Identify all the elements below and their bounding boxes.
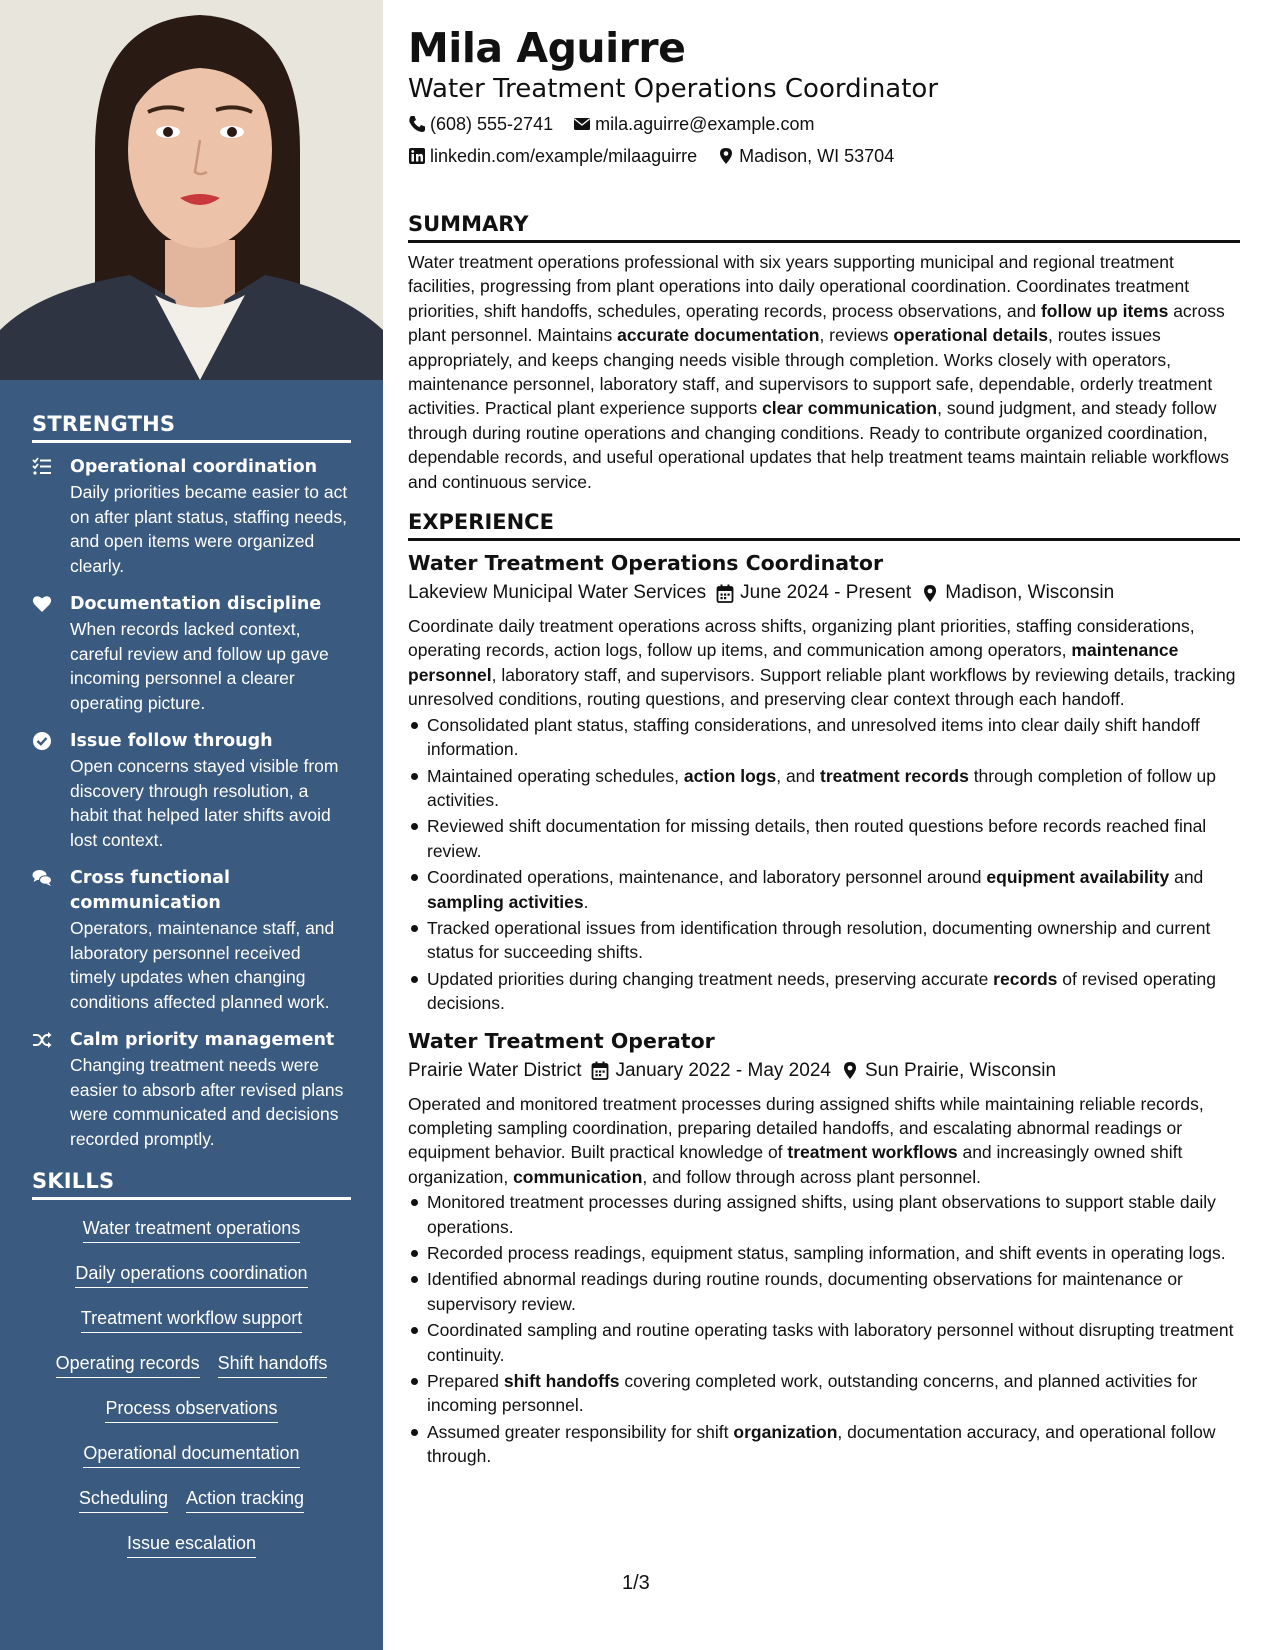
job-bullets bbox=[408, 713, 1240, 1016]
emphasis-text: accurate documentation bbox=[617, 325, 820, 346]
text-run: Monitored treatment processes during assigned shifts, using plant observations to support stable daily operations. bbox=[427, 1192, 1216, 1237]
text-run: , sound judgment, and steady follow through during routine operations and changing conditions. Ready to contribute organized coordination, dependable records, and useful operational updates that help treatment teams maintain reliable workflows and continuous service. bbox=[408, 398, 1230, 492]
job-location-text: Madison, Wisconsin bbox=[945, 582, 1115, 604]
job-company: Lakeview Municipal Water Services bbox=[408, 582, 707, 604]
skill-tag: Treatment workflow support bbox=[81, 1306, 302, 1333]
job-location bbox=[921, 578, 1114, 608]
main-content bbox=[408, 22, 1240, 1471]
skill-tag: Action tracking bbox=[186, 1486, 304, 1513]
map-marker-icon bbox=[841, 1061, 859, 1080]
strength-desc: When records lacked context, careful review and follow up gave incoming personnel a clearer operating picture. bbox=[70, 619, 329, 713]
heart-icon bbox=[32, 592, 70, 715]
text-run: and bbox=[1169, 867, 1204, 888]
envelope-icon bbox=[573, 115, 591, 133]
job-bullets bbox=[408, 1190, 1240, 1468]
text-run: , routes issues appropriately, and keeps changing needs visible through completion. Works closely with operators, maintenance personnel, laboratory staff, and supervisors to support safe, dependable, orderly treatment activities. Practical plant experience supports bbox=[408, 325, 1213, 419]
job-intro bbox=[408, 1092, 1240, 1190]
skill-tag: Shift handoffs bbox=[218, 1351, 328, 1378]
experience-heading: EXPERIENCE bbox=[408, 508, 1240, 541]
comments-icon bbox=[32, 866, 70, 1014]
job-meta bbox=[408, 578, 1240, 608]
strength-item bbox=[32, 729, 351, 852]
job-dates-text: January 2022 - May 2024 bbox=[615, 1059, 831, 1081]
emphasis-text: treatment records bbox=[820, 765, 969, 786]
job-entry bbox=[408, 548, 1240, 1016]
text-run: Consolidated plant status, staffing considerations, and unresolved items into clear daily shift handoff information. bbox=[427, 714, 1200, 760]
text-run: Coordinate daily treatment operations across shifts, organizing plant priorities, staffing considerations, operating records, action logs, follow up items, and communication among operators, bbox=[408, 616, 1195, 661]
strength-desc: Changing treatment needs were easier to absorb after revised plans were communicated and decisions recorded promptly. bbox=[70, 1055, 344, 1149]
person-role: Water Treatment Operations Coordinator bbox=[408, 74, 939, 104]
skill-tag: Daily operations coordination bbox=[75, 1261, 307, 1288]
strengths-heading: STRENGTHS bbox=[32, 412, 351, 443]
skill-row bbox=[32, 1396, 351, 1423]
strength-title: Calm priority management bbox=[70, 1030, 335, 1050]
calendar-icon bbox=[716, 584, 734, 603]
check-circle-icon bbox=[32, 729, 70, 852]
bullet-item bbox=[408, 1318, 1240, 1367]
emphasis-text: records bbox=[993, 968, 1058, 989]
text-run: Maintained operating schedules, bbox=[427, 765, 684, 786]
job-entry bbox=[408, 1026, 1240, 1469]
text-run: across plant personnel. Maintains bbox=[408, 300, 1225, 346]
text-run: Water treatment operations professional with six years supporting municipal and regional treatment facilities, progressing from plant operations into daily operational coordination. Coordinates treatment priorities, shift handoffs, schedules, operating records, process observations, and bbox=[408, 252, 1190, 321]
strength-desc: Operators, maintenance staff, and laboratory personnel received timely updates when changing conditions affected planned work. bbox=[70, 918, 335, 1012]
strength-item bbox=[32, 866, 351, 1014]
job-location-text: Sun Prairie, Wisconsin bbox=[864, 1059, 1057, 1081]
skill-row bbox=[32, 1261, 351, 1288]
page-number: 1/3 bbox=[622, 1572, 650, 1594]
skill-row bbox=[32, 1351, 351, 1378]
skill-tag: Issue escalation bbox=[127, 1531, 256, 1558]
job-dates-text: June 2024 - Present bbox=[740, 582, 912, 604]
emphasis-text: operational details bbox=[893, 325, 1048, 346]
skill-tag: Water treatment operations bbox=[83, 1216, 300, 1243]
shuffle-icon bbox=[32, 1028, 70, 1151]
text-run: of revised operating decisions. bbox=[427, 968, 1216, 1014]
skill-row bbox=[32, 1531, 351, 1558]
emphasis-text: shift handoffs bbox=[503, 1371, 620, 1392]
text-run: Recorded process readings, equipment status, sampling information, and shift events in operating logs. bbox=[427, 1243, 1226, 1263]
sidebar bbox=[0, 0, 383, 1650]
linkedin-text: linkedin.com/example/milaaguirre bbox=[430, 146, 698, 166]
emphasis-text: action logs bbox=[683, 765, 777, 786]
phone-icon bbox=[408, 115, 426, 133]
text-run: Tracked operational issues from identification through resolution, documenting ownership and current status for succeeding shifts. bbox=[427, 917, 1211, 963]
calendar-icon bbox=[591, 1061, 609, 1080]
job-intro bbox=[408, 614, 1240, 712]
skill-tag: Process observations bbox=[105, 1396, 277, 1423]
emphasis-text: clear communication bbox=[762, 398, 938, 419]
location-contact bbox=[717, 140, 894, 172]
text-run: Updated priorities during changing treatment needs, preserving accurate bbox=[427, 968, 994, 989]
text-run: Operated and monitored treatment processes during assigned shifts while maintaining reliable records, completing sampling coordination, preparing detailed handoffs, and escalating abnormal readings or equipment behavior. Built practical knowledge of bbox=[408, 1093, 1204, 1163]
bullet-item bbox=[408, 1369, 1240, 1418]
text-run: , reviews bbox=[819, 325, 894, 346]
text-run: , laboratory staff, and supervisors. Support reliable plant workflows by reviewing details, tracking unresolved conditions, routing questions, and preserving clear context through each handoff. bbox=[408, 664, 1236, 710]
skill-row bbox=[32, 1441, 351, 1468]
strength-item bbox=[32, 592, 351, 715]
bullet-item bbox=[408, 1267, 1240, 1316]
skills-list bbox=[32, 1212, 351, 1558]
bullet-item bbox=[408, 814, 1240, 863]
emphasis-text: maintenance personnel bbox=[408, 640, 1179, 685]
bullet-item bbox=[408, 713, 1240, 762]
skill-row bbox=[32, 1486, 351, 1513]
text-run: , and bbox=[776, 765, 821, 786]
job-title: Water Treatment Operator bbox=[408, 1028, 715, 1053]
text-run: Assumed greater responsibility for shift bbox=[427, 1421, 734, 1442]
emphasis-text: follow up items bbox=[1040, 300, 1169, 321]
email-text: mila.aguirre@example.com bbox=[595, 114, 815, 134]
bullet-item bbox=[408, 1241, 1240, 1265]
map-marker-icon bbox=[717, 147, 735, 165]
skills-heading: SKILLS bbox=[32, 1169, 351, 1200]
emphasis-text: communication bbox=[513, 1166, 643, 1187]
emphasis-text: sampling activities bbox=[427, 891, 584, 912]
text-run: Prepared bbox=[427, 1371, 504, 1392]
job-location bbox=[841, 1056, 1056, 1086]
list-check-icon bbox=[32, 455, 70, 578]
contact-row bbox=[408, 140, 1240, 172]
contact-row bbox=[408, 108, 1240, 140]
linkedin-contact[interactable] bbox=[408, 140, 697, 172]
strength-item bbox=[32, 455, 351, 578]
email-contact[interactable] bbox=[573, 108, 814, 140]
map-marker-icon bbox=[921, 584, 939, 603]
bullet-item bbox=[408, 865, 1240, 914]
job-title: Water Treatment Operations Coordinator bbox=[408, 551, 884, 576]
text-run: . bbox=[583, 891, 589, 912]
person-name: Mila Aguirre bbox=[408, 24, 686, 72]
text-run: through completion of follow up activities. bbox=[427, 765, 1216, 810]
skill-tag: Operating records bbox=[56, 1351, 200, 1378]
text-run: Reviewed shift documentation for missing details, then routed questions before records reached final review. bbox=[427, 816, 1207, 861]
job-company: Prairie Water District bbox=[408, 1059, 582, 1081]
text-run: Coordinated operations, maintenance, and laboratory personnel around bbox=[427, 867, 987, 888]
skill-tag: Scheduling bbox=[79, 1486, 168, 1513]
text-run: Identified abnormal readings during routine rounds, documenting observations for maintenance or supervisory review. bbox=[427, 1269, 1183, 1314]
strength-title: Issue follow through bbox=[70, 731, 273, 751]
job-meta bbox=[408, 1056, 1240, 1086]
phone-text: (608) 555-2741 bbox=[430, 114, 554, 134]
bullet-item bbox=[408, 1190, 1240, 1239]
bullet-item bbox=[408, 1420, 1240, 1469]
text-run: , and follow through across plant personnel. bbox=[642, 1166, 981, 1187]
strength-desc: Open concerns stayed visible from discovery through resolution, a habit that helped later shifts avoid lost context. bbox=[70, 756, 339, 850]
bullet-item bbox=[408, 916, 1240, 965]
emphasis-text: treatment workflows bbox=[787, 1142, 958, 1163]
job-dates bbox=[716, 578, 911, 608]
strength-item bbox=[32, 1028, 351, 1151]
strength-title: Documentation discipline bbox=[70, 594, 322, 614]
strength-title: Cross functional communication bbox=[70, 868, 230, 913]
emphasis-text: equipment availability bbox=[986, 867, 1170, 888]
strength-title: Operational coordination bbox=[70, 457, 318, 477]
skill-tag: Operational documentation bbox=[83, 1441, 299, 1468]
text-run: Coordinated sampling and routine operating tasks with laboratory personnel without disrupting treatment continuity. bbox=[427, 1320, 1234, 1365]
skill-row bbox=[32, 1216, 351, 1243]
text-run: , documentation accuracy, and operational follow through. bbox=[427, 1421, 1216, 1467]
skill-row bbox=[32, 1306, 351, 1333]
job-dates bbox=[591, 1056, 830, 1086]
summary-heading: SUMMARY bbox=[408, 210, 1240, 243]
bullet-item bbox=[408, 764, 1240, 813]
profile-photo bbox=[0, 0, 383, 380]
location-text: Madison, WI 53704 bbox=[739, 146, 895, 166]
strength-desc: Daily priorities became easier to act on after plant status, staffing needs, and open items were organized clearly. bbox=[70, 482, 348, 576]
linkedin-icon bbox=[408, 147, 426, 165]
text-run: covering completed work, outstanding concerns, and planned activities for incoming personnel. bbox=[427, 1371, 1198, 1416]
phone-contact bbox=[408, 108, 553, 140]
bullet-item bbox=[408, 967, 1240, 1016]
summary-text bbox=[408, 250, 1240, 494]
text-run: and increasingly owned shift organization, bbox=[408, 1142, 1183, 1187]
emphasis-text: organization bbox=[733, 1421, 838, 1442]
